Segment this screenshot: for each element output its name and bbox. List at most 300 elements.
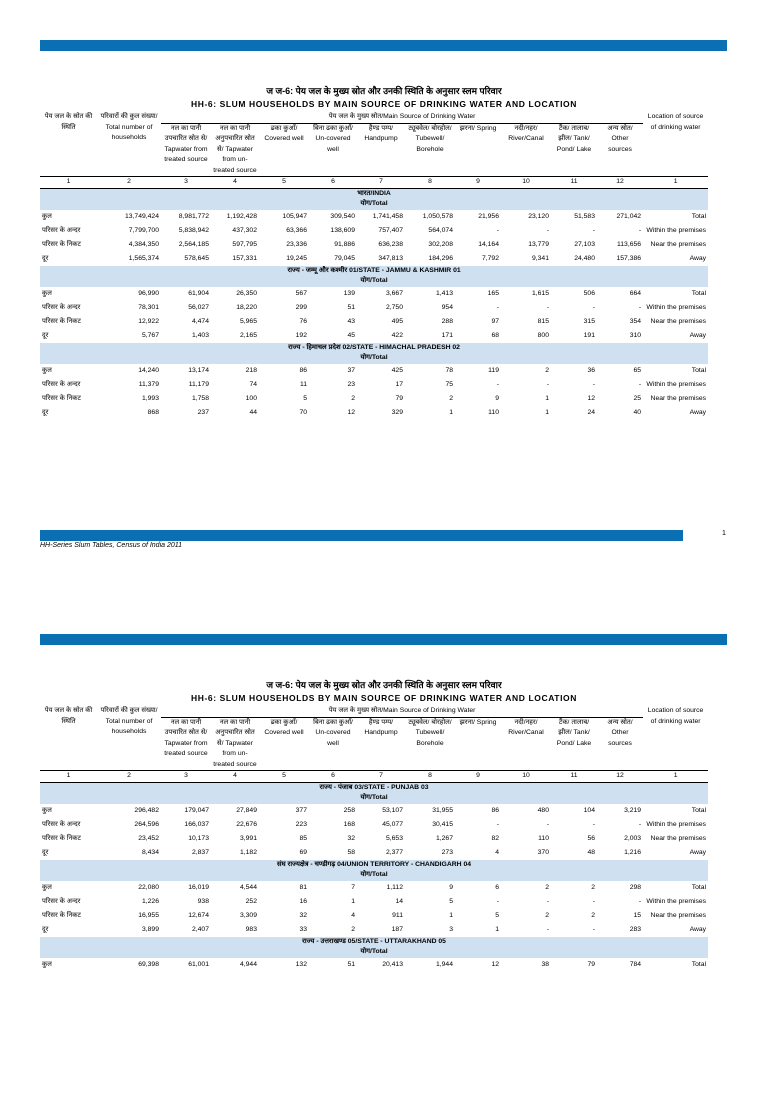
table-cell: 296,482 [134,806,159,814]
table-cell: 370 [537,848,549,856]
header-main-source: पेय जल के मुख्य स्रोत/Main Source of Drinking Water [161,706,643,717]
column-number: 8 [405,177,455,189]
column-number: 2 [97,771,161,783]
table-cell: - [546,897,549,905]
table-cell: 100 [245,394,257,402]
table-cell: 179,047 [184,806,209,814]
table-cell: 48 [587,848,595,856]
table-cell: 25 [633,394,642,402]
table-row [40,406,708,420]
column-number: 11 [551,177,597,189]
table-cell: 1,226 [141,897,159,905]
header-col-7: हैण्ड पम्प/ Handpump [364,718,398,736]
header-col-10: नदी/नहर/ River/Canal [508,718,544,736]
table-cell: - [638,226,642,234]
column-number: 12 [597,771,643,783]
table-row [40,923,708,937]
table-cell: - [546,226,549,234]
table-cell: 139 [343,289,355,297]
table-cell: 1,413 [435,289,453,297]
table-cell: 105,947 [282,212,307,220]
footer-text: HH-Series Slum Tables, Census of India 2011 [40,542,183,549]
table-cell: 110 [538,834,549,842]
table-cell: 757,407 [378,226,403,234]
table-cell: 96,990 [138,289,159,297]
row-label-english: Total [691,883,707,891]
table-cell: 2 [351,925,355,933]
table-row [40,315,708,329]
table-cell: 1 [495,925,499,933]
table-cell: 4,944 [239,960,257,968]
header-col-7: हैण्ड पम्प/ Handpump [364,124,398,142]
table-cell: 1 [545,394,549,402]
table-cell: - [496,897,499,905]
table-cell: 10,173 [188,834,209,842]
table-cell: 78,301 [138,303,159,311]
table-cell: 12 [587,394,595,402]
section-total-label-row [40,276,708,287]
table-row [40,329,708,343]
table-cell: 16 [299,897,307,905]
table-cell: 40 [633,408,642,416]
table-row [40,378,708,392]
top-blue-bar [40,40,727,51]
table-cell: 9,341 [531,254,549,262]
table-cell: 104 [583,806,595,814]
table-cell: 5 [303,394,307,402]
row-label-hindi: दूर [42,848,49,856]
table-cell: 19,245 [286,254,307,262]
table-row [40,224,708,238]
table-cell: 58 [347,848,355,856]
table-cell: 24 [587,408,595,416]
column-number: 1 [643,771,708,783]
row-label-english: Within the premises [646,303,707,311]
table-cell: 377 [295,806,307,814]
table-cell: 23,336 [286,240,307,248]
table-cell: 76 [299,317,307,325]
table-body [40,188,708,420]
table-cell: 273 [441,848,453,856]
section-title: भारत/INDIA [40,188,708,199]
table-cell: 425 [391,366,403,374]
table-cell: 27,103 [574,240,595,248]
table-cell: 20,413 [382,960,403,968]
table-cell: 32 [299,911,307,919]
table-row [40,818,708,832]
table-cell: 31,955 [432,806,453,814]
table-header [40,112,708,188]
section-header-row [40,782,708,793]
table-cell: 13,174 [188,366,209,374]
table-cell: 6 [495,883,499,891]
table-cell: 79 [395,394,403,402]
table-cell: - [546,380,549,388]
table-cell: 1,758 [191,394,209,402]
table-cell: 23 [347,380,355,388]
column-number: 6 [309,771,357,783]
row-label-english: Total [691,806,707,814]
table-cell: 61,001 [188,960,209,968]
table-cell: 15 [633,911,642,919]
row-label-english: Away [689,254,707,262]
table-row [40,881,708,895]
table-cell: - [592,925,595,933]
table-cell: 2,407 [191,925,209,933]
table-cell: 14,240 [138,366,159,374]
table-cell: 171 [441,331,453,339]
table-cell: 2,377 [385,848,403,856]
column-number-row [40,177,708,189]
table-cell: 5,965 [239,317,257,325]
table-cell: 13,749,424 [124,212,159,220]
column-number: 9 [455,771,501,783]
table-cell: 9 [495,394,499,402]
row-label-english: Away [689,331,707,339]
table-cell: 61,904 [188,289,209,297]
row-label-english: Near the premises [650,394,707,402]
header-source-status: पेय जल के स्रोत की स्थिति [44,113,93,131]
top-blue-bar [40,634,727,645]
row-label-hindi: परिसर के निकट [42,911,81,919]
table-cell: 2,837 [191,848,209,856]
column-number: 1 [643,177,708,189]
row-label-hindi: दूर [42,925,49,933]
table-row [40,238,708,252]
table-cell: 192 [295,331,307,339]
title-hindi: ज ज-6: पेय जल के मुख्य स्रोत और उनकी स्थिति के अनुसार स्लम परिवार [266,86,502,96]
table-cell: 1,565,374 [128,254,159,262]
header-col-9: झरना/ Spring [459,718,497,726]
table-cell: 69,398 [138,960,159,968]
table-cell: 4 [351,911,355,919]
table-cell: 2,003 [624,834,642,842]
header-col-4: नल का पानी अनुपचारित स्रोत से/ Tapwater from un-treated source [213,718,257,768]
column-number: 4 [211,771,259,783]
table-header [40,706,708,782]
header-col-5: ढका कुआँ/ Covered well [264,124,304,142]
table-cell: 91,886 [334,240,355,248]
table-cell: 800 [537,331,549,339]
table-cell: 51,583 [574,212,595,220]
table-cell: 2 [351,394,355,402]
header-total-households: परिवारों की कुल संख्या/ Total number of households [100,707,158,735]
section-title: संघ राज्यक्षेत्र - चण्डीगढ़ 04/UNION TERRITORY - CHANDIGARH 04 [40,860,708,871]
table-cell: 11,379 [138,380,159,388]
table-cell: 3,899 [141,925,159,933]
table-cell: 166,037 [184,820,209,828]
column-number: 10 [501,177,551,189]
row-label-hindi: परिसर के अन्दर [42,820,81,828]
table-cell: 16,019 [188,883,209,891]
table-cell: 2 [545,366,549,374]
table-cell: 422 [391,331,403,339]
table-cell: 86 [491,806,499,814]
row-label-english: Within the premises [646,380,707,388]
section-header-row [40,188,708,199]
section-title: राज्य - उत्तराखण्ड 05/STATE - UTTARAKHAND 05 [40,937,708,948]
section-title: राज्य - हिमाचल प्रदेश 02/STATE - HIMACHAL PRADESH 02 [40,343,708,354]
table-cell: 14,164 [478,240,499,248]
table-cell: 506 [583,289,595,297]
table-cell: - [496,303,499,311]
table-cell: 81 [299,883,307,891]
data-table [40,112,708,420]
section-total-label: योग/Total [40,199,708,210]
table-cell: 7,792 [481,254,499,262]
table-cell: - [496,380,499,388]
table-cell: 51 [347,303,355,311]
table-cell: 1,403 [191,331,209,339]
table-cell: 33 [299,925,307,933]
table-cell: 9 [449,883,453,891]
column-number: 4 [211,177,259,189]
table-cell: 437,302 [232,226,257,234]
table-cell: 132 [295,960,307,968]
header-total-households: परिवारों की कुल संख्या/ Total number of households [100,113,158,141]
row-label-english: Total [691,212,707,220]
table-cell: 75 [445,380,453,388]
table-cell: 258 [343,806,355,814]
table-cell: 309,540 [330,212,355,220]
column-number: 3 [161,771,211,783]
table-cell: 69 [299,848,307,856]
table-cell: 354 [629,317,642,325]
header-col-12: अन्य स्रोत/ Other sources [607,124,633,153]
row-label-hindi: परिसर के अन्दर [42,226,81,234]
row-label-english: Away [689,848,707,856]
table-cell: 5 [495,911,499,919]
row-label-english: Near the premises [650,240,707,248]
table-cell: 32 [347,834,355,842]
table-cell: 1,050,578 [422,212,453,220]
table-cell: 157,331 [232,254,257,262]
table-cell: 5,653 [385,834,403,842]
table-cell: 12 [491,960,499,968]
row-label-hindi: परिसर के अन्दर [42,303,81,311]
table-cell: 65 [633,366,642,374]
header-location: Location of source of drinking water [647,707,704,725]
row-label-hindi: परिसर के निकट [42,394,81,402]
table-cell: 22,676 [236,820,257,828]
table-cell: 1,993 [141,394,159,402]
table-cell: 564,074 [428,226,453,234]
table-cell: 2 [591,911,595,919]
table-cell: 1,944 [435,960,453,968]
table-cell: 495 [391,317,403,325]
table-cell: 271,042 [616,212,642,220]
table-cell: 63,366 [286,226,307,234]
page-2 [0,634,768,1098]
table-cell: 347,813 [378,254,403,262]
title-hindi: ज ज-6: पेय जल के मुख्य स्रोत और उनकी स्थिति के अनुसार स्लम परिवार [266,680,502,690]
header-main-source: पेय जल के मुख्य स्रोत/Main Source of Drinking Water [161,112,643,123]
table-cell: 12 [347,408,355,416]
table-cell: 329 [391,408,403,416]
header-source-status: पेय जल के स्रोत की स्थिति [44,707,93,725]
row-label-hindi: कुल [42,289,52,297]
table-cell: 2 [591,883,595,891]
table-cell: 79 [587,960,595,968]
table-cell: 636,238 [378,240,403,248]
section-total-label: योग/Total [40,276,708,287]
table-cell: 252 [245,897,257,905]
table-row [40,909,708,923]
row-label-english: Total [691,366,707,374]
table-cell: 187 [391,925,403,933]
table-cell: 11 [299,380,307,388]
table-cell: - [592,303,595,311]
table-cell: 165 [487,289,499,297]
row-label-hindi: परिसर के निकट [42,317,81,325]
table-cell: 44 [249,408,257,416]
section-header-row [40,860,708,871]
table-cell: 110 [488,408,499,416]
table-cell: 11,179 [188,380,209,388]
table-cell: - [592,226,595,234]
row-label-hindi: परिसर के अन्दर [42,897,81,905]
table-cell: 1,112 [386,883,403,891]
table-cell: 2,750 [385,303,403,311]
table-cell: 1 [545,408,549,416]
table-cell: - [546,925,549,933]
table-cell: 264,596 [134,820,159,828]
header-col-11: टैंक/ तालाब/ झील/ Tank/ Pond/ Lake [556,718,592,747]
row-label-hindi: दूर [42,254,49,262]
header-col-4: नल का पानी अनुपचारित स्रोत से/ Tapwater from un-treated source [213,124,257,174]
table-cell: 983 [245,925,257,933]
table-cell: 567 [295,289,307,297]
row-label-english: Near the premises [650,834,707,842]
table-cell: 2 [449,394,453,402]
table-cell: - [638,820,642,828]
column-number: 6 [309,177,357,189]
table-cell: 56,027 [188,303,209,311]
table-cell: 2,564,185 [178,240,209,248]
row-label-english: Total [691,289,707,297]
column-number: 7 [357,771,405,783]
table-cell: 315 [583,317,595,325]
table-cell: 237 [197,408,209,416]
table-cell: 218 [245,366,257,374]
table-cell: 302,208 [428,240,453,248]
table-cell: - [496,820,499,828]
data-table [40,706,708,972]
table-cell: 16,955 [138,911,159,919]
row-label-english: Near the premises [650,317,707,325]
table-cell: 43 [347,317,355,325]
section-total-label-row [40,199,708,210]
header-col-9: झरना/ Spring [459,124,497,132]
table-cell: 310 [629,331,642,339]
table-row [40,210,708,224]
table-cell: 184,296 [428,254,453,262]
column-number: 7 [357,177,405,189]
column-number: 5 [259,177,309,189]
section-total-label: योग/Total [40,947,708,958]
section-total-label: योग/Total [40,793,708,804]
table-row [40,958,708,972]
table-cell: 24,480 [574,254,595,262]
table-cell: 97 [491,317,499,325]
table-cell: 53,107 [382,806,403,814]
column-number: 8 [405,771,455,783]
section-total-label-row [40,793,708,804]
column-number: 9 [455,177,501,189]
table-cell: 17 [395,380,403,388]
table-cell: 868 [147,408,159,416]
row-label-english: Away [689,925,707,933]
table-cell: 8,981,772 [178,212,209,220]
table-cell: 5,767 [141,331,159,339]
row-label-hindi: कुल [42,212,52,220]
table-cell: 4,544 [239,883,257,891]
section-total-label-row [40,870,708,881]
table-cell: 12,922 [138,317,159,325]
table-cell: 298 [629,883,642,891]
table-cell: 113,656 [617,240,642,248]
table-row [40,301,708,315]
column-number: 10 [501,771,551,783]
column-number: 5 [259,771,309,783]
table-cell: 23,452 [138,834,159,842]
table-cell: - [546,820,549,828]
table-cell: 157,386 [616,254,642,262]
table-cell: 79,045 [334,254,355,262]
row-label-english: Within the premises [646,226,707,234]
header-col-8: ट्यूबवेल/ बोरहोल/ Tubewell/ Borehole [408,124,452,153]
table-cell: - [638,303,642,311]
table-cell: 36 [587,366,595,374]
table-cell: 26,350 [236,289,257,297]
table-cell: 12,674 [188,911,209,919]
column-number: 3 [161,177,211,189]
column-number: 11 [551,771,597,783]
table-cell: 223 [295,820,307,828]
header-col-6: बिना ढका कुआँ/ Un-covered well [313,718,353,747]
table-cell: 1,741,458 [372,212,403,220]
table-cell: 597,795 [232,240,257,248]
table-cell: 5,838,942 [178,226,209,234]
header-col-8: ट्यूबवेल/ बोरहोल/ Tubewell/ Borehole [408,718,452,747]
table-cell: 13,779 [528,240,549,248]
table-cell: 5 [449,897,453,905]
table-cell: 38 [541,960,549,968]
row-label-hindi: परिसर के अन्दर [42,380,81,388]
row-label-hindi: परिसर के निकट [42,240,81,248]
table-cell: 283 [629,925,642,933]
table-cell: 3,991 [239,834,257,842]
header-row [40,112,708,123]
table-cell: 68 [491,331,499,339]
section-total-label: योग/Total [40,353,708,364]
table-cell: 3,667 [385,289,403,297]
table-cell: 8,434 [141,848,159,856]
table-cell: 954 [441,303,453,311]
page-number: 1 [722,530,726,537]
table-cell: 21,956 [478,212,499,220]
table-cell: 4 [495,848,499,856]
title-english: HH-6: SLUM HOUSEHOLDS BY MAIN SOURCE OF DRINKING WATER AND LOCATION [190,693,578,703]
section-title: राज्य - पंजाब 03/STATE - PUNJAB 03 [40,782,708,793]
section-total-label: योग/Total [40,870,708,881]
table-cell: 30,415 [432,820,453,828]
header-col-6: बिना ढका कुआँ/ Un-covered well [313,124,353,153]
column-number-row [40,771,708,783]
table-cell: 82 [491,834,499,842]
table-cell: 27,849 [236,806,257,814]
section-total-label-row [40,947,708,958]
